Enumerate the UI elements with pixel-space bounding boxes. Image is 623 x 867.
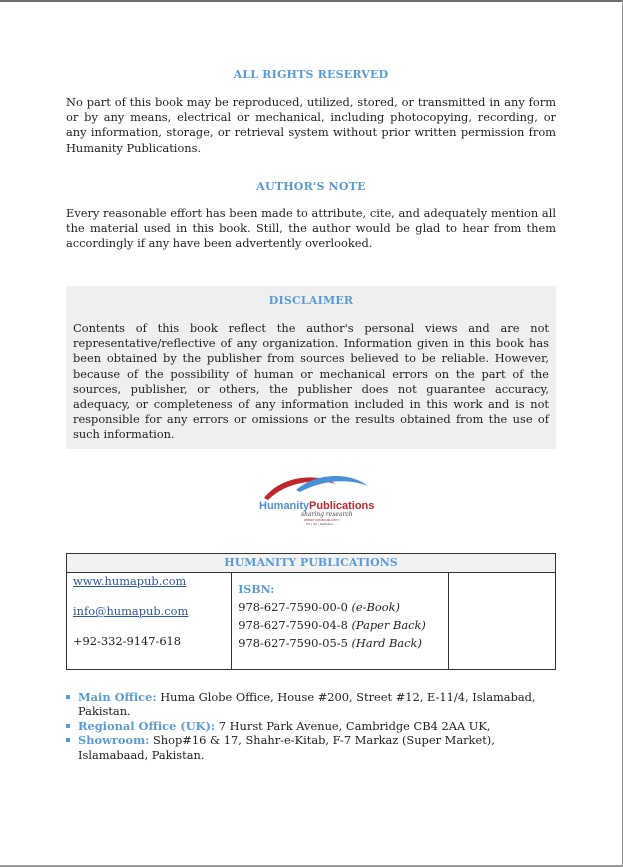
logo-website: www.humapub.com xyxy=(304,518,339,522)
empty-cell xyxy=(448,573,555,670)
disclaimer-paragraph: Contents of this book reflect the author's personal views and are not representative/reflective of any organization. Information given in this book has been obtained by the publisher from sources believed to be reliable. However, because of the possibility of human or mechanical errors on the part of the sources, publisher, or others, the publisher does not guarantee accuracy, adequacy, or completeness of any information included in this work and is not responsible for any errors or omissions or the results obtained from the use of such information. xyxy=(73,321,549,442)
bullet-icon xyxy=(66,738,70,742)
author-note-paragraph: Every reasonable effort has been made to attribute, cite, and adequately mention all the material used in this book. Still, the author would be glad to hear from them accordingly if any have been advertently overlooked. xyxy=(66,206,556,251)
isbn-number: 978-627-7590-05-5 xyxy=(238,636,348,650)
publisher-info-table xyxy=(66,553,556,670)
office-label: Regional Office (UK): xyxy=(78,718,216,733)
office-item-main xyxy=(66,690,556,719)
office-item-regional xyxy=(66,719,556,733)
humanity-publications-logo xyxy=(256,468,376,526)
rights-paragraph: No part of this book may be reproduced, utilized, stored, or transmitted in any form or by any means, electrical or mechanical, including photocopying, recording, or any information, storage, or retrieval system without prior written permission from Humanity Publications. xyxy=(66,95,556,155)
isbn-label: ISBN: xyxy=(238,583,275,596)
isbn-cell xyxy=(232,573,449,670)
isbn-kind: (Paper Back) xyxy=(351,618,426,632)
page-top-edge xyxy=(0,0,623,2)
office-address: 7 Hurst Park Avenue, Cambridge CB4 2AA UK, xyxy=(218,718,491,733)
author-note-heading: AUTHOR'S NOTE xyxy=(256,180,366,193)
contact-cell xyxy=(67,573,232,670)
logo-tagline: sharing research xyxy=(301,511,353,518)
logo-name-part2: Publications xyxy=(309,500,375,512)
isbn-kind: (Hard Back) xyxy=(351,636,422,650)
website-link[interactable]: www.humapub.com xyxy=(73,574,187,588)
office-label: Main Office: xyxy=(78,690,157,704)
bullet-icon xyxy=(66,695,70,699)
email-link[interactable]: info@humapub.com xyxy=(73,604,189,618)
isbn-paperback xyxy=(238,618,442,632)
phone-number: +92-332-9147-618 xyxy=(73,634,182,648)
office-address: Huma Globe Office, House #200, Street #12, E-11/4, Islamabad, Pakistan. xyxy=(78,690,536,719)
publisher-table-title: HUMANITY PUBLICATIONS xyxy=(67,554,556,573)
logo-countries: US | UK | Pakistan xyxy=(306,522,333,526)
logo-name-part1: Humanity xyxy=(259,500,310,512)
isbn-kind: (e-Book) xyxy=(351,600,400,614)
bullet-icon xyxy=(66,724,70,728)
isbn-hardback xyxy=(238,636,442,650)
office-address: Shop#16 & 17, Shahr-e-Kitab, F-7 Markaz (Super Market), Islamabaad, Pakistan. xyxy=(78,733,495,762)
isbn-number: 978-627-7590-04-8 xyxy=(238,618,348,632)
disclaimer-heading: DISCLAIMER xyxy=(268,294,354,307)
isbn-ebook xyxy=(238,600,442,614)
isbn-number: 978-627-7590-00-0 xyxy=(238,600,348,614)
office-item-showroom xyxy=(66,733,556,762)
office-label: Showroom: xyxy=(78,733,150,748)
rights-heading: ALL RIGHTS RESERVED xyxy=(233,68,389,81)
office-address-list xyxy=(66,690,556,762)
